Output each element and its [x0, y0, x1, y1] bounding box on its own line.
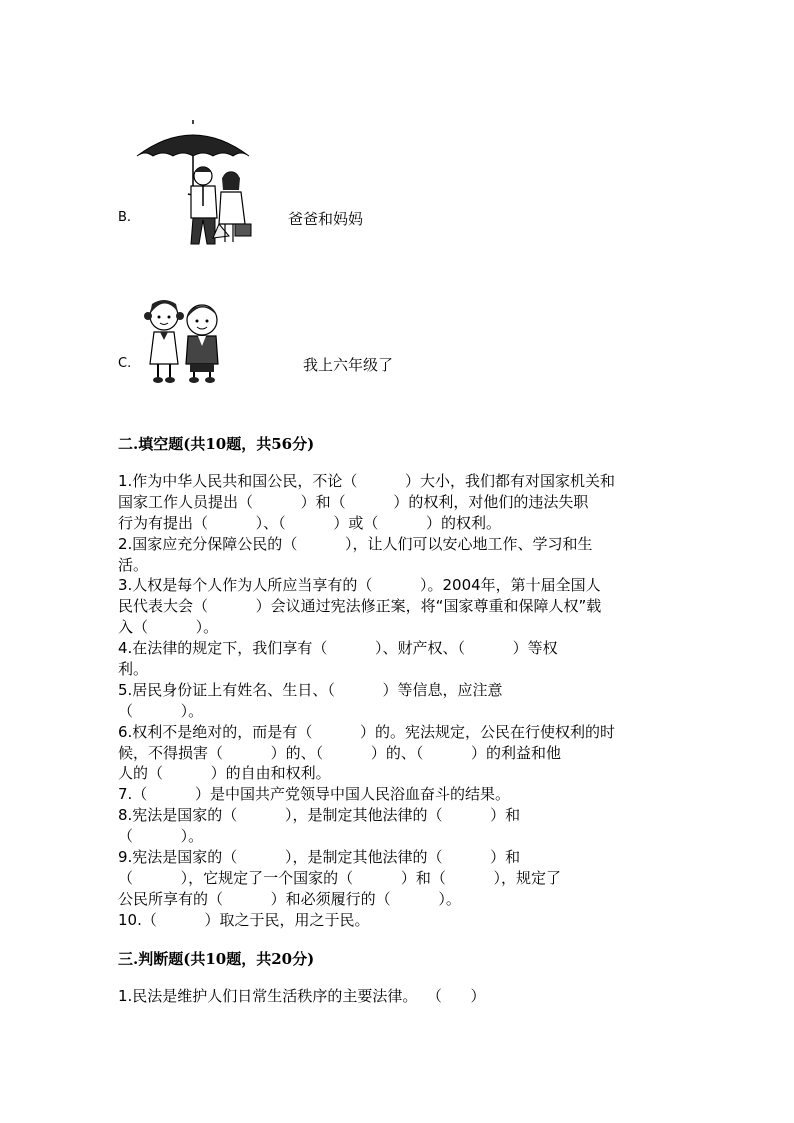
section-3-title: 三.判断题(共10题，共20分)	[118, 950, 315, 968]
question-line: 4.在法律的规定下，我们享有（ ）、财产权、（ ）等权	[118, 639, 558, 658]
question-line: 5.居民身份证上有姓名、生日、（ ）等信息，应注意	[118, 680, 503, 699]
option-c-letter: C.	[118, 356, 132, 371]
umbrella-couple-illustration	[133, 120, 253, 246]
question-line: 民代表大会（ ）会议通过宪法修正案，将“国家尊重和保障人权”载	[118, 597, 602, 616]
question-line: 7.（ ）是中国共产党领导中国人民浴血奋斗的结果。	[118, 785, 510, 804]
option-c-text: 我上六年级了	[303, 356, 394, 374]
question-line: 1.民法是维护人们日常生活秩序的主要法律。 （ ）	[118, 987, 486, 1005]
question-line: 10.（ ）取之于民，用之于民。	[118, 910, 370, 929]
question-line: （ ）。	[118, 827, 204, 846]
question-line: 入（ ）。	[118, 618, 219, 637]
question-line: 2.国家应充分保障公民的（ ），让人们可以安心地工作、学习和生	[118, 534, 593, 553]
question-line: 行为有提出（ ）、（ ）或（ ）的权利。	[118, 513, 502, 532]
section-2-questions	[118, 471, 678, 931]
question-line: 3.人权是每个人作为人所应当享有的（ ）。2004年，第十届全国人	[118, 576, 601, 595]
section-2-title: 二.填空题(共10题，共56分)	[118, 435, 315, 453]
question-line: 8.宪法是国家的（ ），是制定其他法律的（ ）和	[118, 806, 521, 825]
question-line: 活。	[118, 555, 149, 574]
school-children-illustration	[136, 292, 230, 384]
question-line: 候，不得损害（ ）的、（ ）的、（ ）的利益和他	[118, 743, 562, 762]
option-b-letter: B.	[118, 210, 132, 225]
question-line: 国家工作人员提出（ ）和（ ）的权利，对他们的违法失职	[118, 492, 589, 511]
question-line: 9.宪法是国家的（ ），是制定其他法律的（ ）和	[118, 848, 521, 867]
question-line: 公民所享有的（ ）和必须履行的（ ）。	[118, 889, 461, 908]
question-line: （ ）。	[118, 701, 204, 720]
question-line: 1.作为中华人民共和国公民，不论（ ）大小，我们都有对国家机关和	[118, 472, 615, 490]
question-line: 利。	[118, 660, 149, 679]
section-3-questions	[118, 986, 678, 1007]
question-line: 人的（ ）的自由和权利。	[118, 764, 331, 783]
question-line: 6.权利不是绝对的，而是有（ ）的。宪法规定，公民在行使权利的时	[118, 722, 615, 741]
question-line: （ ），它规定了一个国家的（ ）和（ ），规定了	[118, 868, 562, 887]
option-b-text: 爸爸和妈妈	[288, 210, 364, 228]
